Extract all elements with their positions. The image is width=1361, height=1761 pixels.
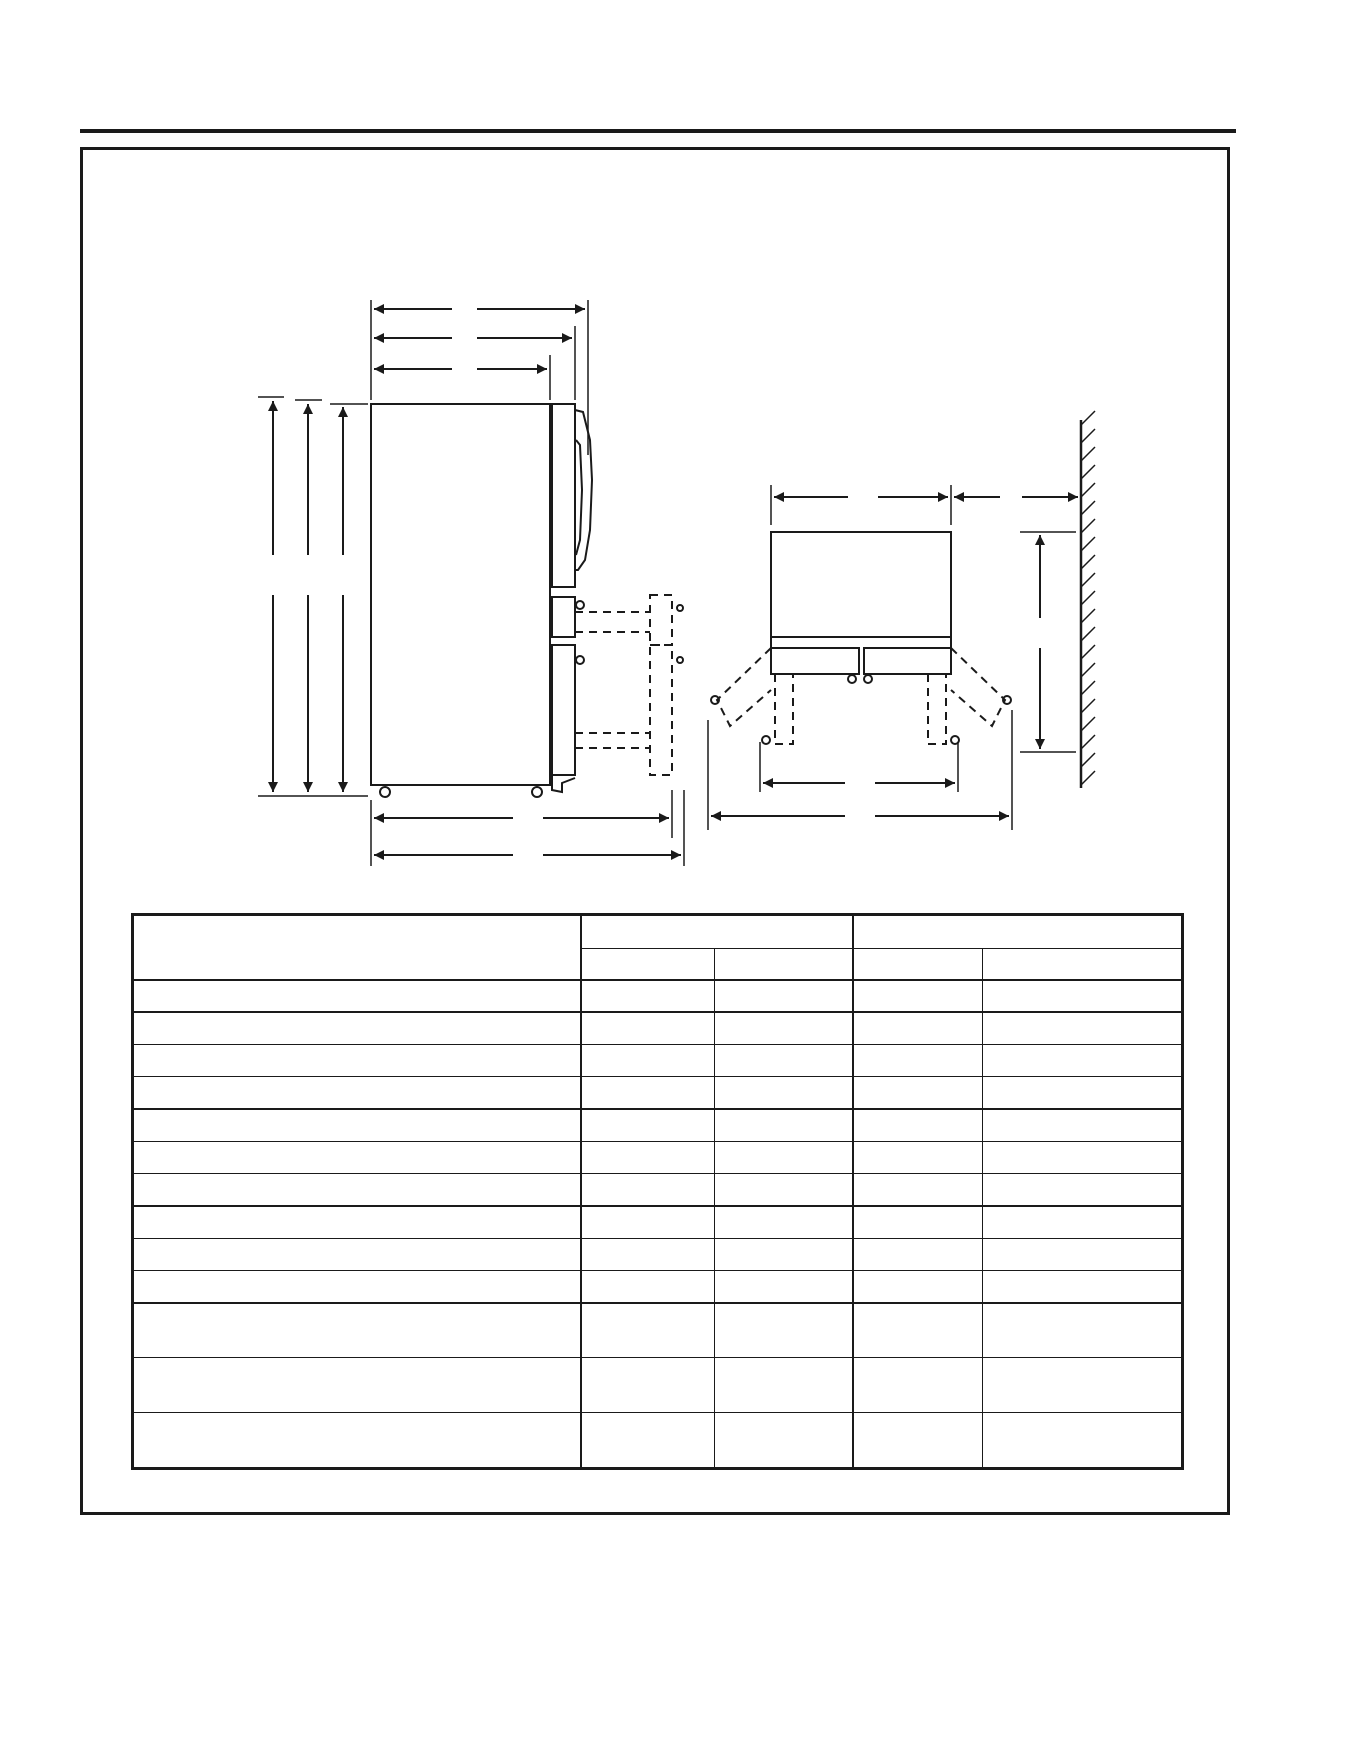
- table-cell: [853, 1206, 983, 1238]
- table-cell: [983, 1109, 1183, 1141]
- dimensions-table: [131, 913, 1184, 1470]
- table-cell: [853, 1238, 983, 1270]
- table-sub-header: [983, 949, 1183, 980]
- side-view-cabinet: [371, 404, 550, 785]
- top-view-label-gaps: [845, 487, 1050, 826]
- row-label: [133, 1109, 581, 1141]
- row-label: [133, 1206, 581, 1238]
- table-cell: [581, 1174, 715, 1206]
- table-corner-header: [133, 915, 581, 981]
- table-cell: [715, 1174, 853, 1206]
- table-cell: [715, 1012, 853, 1044]
- table-cell: [853, 1413, 983, 1469]
- table-sub-header: [581, 949, 715, 980]
- top-view-door-left: [771, 648, 859, 674]
- table-cell: [581, 1271, 715, 1303]
- table-cell: [581, 1413, 715, 1469]
- table-cell: [983, 1174, 1183, 1206]
- table-row: [133, 1303, 1183, 1357]
- top-view-door-right: [864, 648, 951, 674]
- side-view-foot-front: [532, 787, 542, 797]
- table-cell: [983, 1077, 1183, 1109]
- table-sub-header: [853, 949, 983, 980]
- row-label: [133, 1012, 581, 1044]
- table-cell: [581, 1109, 715, 1141]
- row-label: [133, 1357, 581, 1413]
- table-row: [133, 1045, 1183, 1077]
- table-cell: [853, 1141, 983, 1173]
- table-row: [133, 1077, 1183, 1109]
- table-cell: [853, 1271, 983, 1303]
- row-label: [133, 1238, 581, 1270]
- table-row: [133, 1206, 1183, 1238]
- row-label: [133, 1174, 581, 1206]
- table-cell: [983, 980, 1183, 1012]
- table-cell: [983, 1303, 1183, 1357]
- table-cell: [715, 1238, 853, 1270]
- table-cell: [983, 1413, 1183, 1469]
- side-view-drawer-2: [552, 645, 575, 775]
- row-label: [133, 980, 581, 1012]
- table-cell: [715, 1077, 853, 1109]
- table-cell: [581, 1206, 715, 1238]
- table-cell: [581, 1141, 715, 1173]
- table-cell: [715, 1206, 853, 1238]
- top-view-open-doors: [717, 648, 1005, 744]
- table-cell: [715, 1045, 853, 1077]
- table-sub-header: [715, 949, 853, 980]
- top-view-cabinet: [771, 532, 951, 637]
- table-cell: [581, 1012, 715, 1044]
- table-cell: [581, 1238, 715, 1270]
- side-view: [258, 300, 684, 866]
- table-row: [133, 980, 1183, 1012]
- table-cell: [715, 1141, 853, 1173]
- label-gaps: [452, 300, 543, 864]
- wall-hatching: [1081, 411, 1095, 785]
- table-row: [133, 1357, 1183, 1413]
- table-cell: [853, 1174, 983, 1206]
- row-label: [133, 1271, 581, 1303]
- table-cell: [853, 1045, 983, 1077]
- table-cell: [983, 1206, 1183, 1238]
- table-cell: [715, 1109, 853, 1141]
- table-cell: [983, 1271, 1183, 1303]
- table-cell: [983, 1238, 1183, 1270]
- table-row: [133, 1109, 1183, 1141]
- row-label: [133, 1141, 581, 1173]
- table-cell: [581, 1077, 715, 1109]
- table-cell: [983, 1357, 1183, 1413]
- table-cell: [715, 1303, 853, 1357]
- row-label: [133, 1077, 581, 1109]
- row-label: [133, 1045, 581, 1077]
- table-row: [133, 1174, 1183, 1206]
- table-cell: [853, 1303, 983, 1357]
- table-cell: [853, 1012, 983, 1044]
- table-cell: [853, 1357, 983, 1413]
- table-group-header: [581, 915, 853, 949]
- side-view-open-drawers: [575, 595, 672, 775]
- table-row: [133, 1141, 1183, 1173]
- table-cell: [581, 1045, 715, 1077]
- table-cell: [983, 1012, 1183, 1044]
- table-row: [133, 1271, 1183, 1303]
- table-cell: [853, 980, 983, 1012]
- table-cell: [983, 1141, 1183, 1173]
- row-label: [133, 1303, 581, 1357]
- table-row: [133, 1413, 1183, 1469]
- table-cell: [581, 1357, 715, 1413]
- side-view-upper-door: [552, 404, 575, 587]
- table-cell: [983, 1045, 1183, 1077]
- table-cell: [715, 1357, 853, 1413]
- table-cell: [853, 1109, 983, 1141]
- table-group-header: [853, 915, 1183, 949]
- row-label: [133, 1413, 581, 1469]
- table-cell: [581, 980, 715, 1012]
- table-cell: [715, 1413, 853, 1469]
- table-row: [133, 1238, 1183, 1270]
- table-row: [133, 1012, 1183, 1044]
- table-cell: [853, 1077, 983, 1109]
- side-view-drawer-1: [552, 597, 575, 637]
- table-cell: [715, 1271, 853, 1303]
- table-cell: [581, 1303, 715, 1357]
- side-view-foot-rear: [380, 787, 390, 797]
- table-cell: [715, 980, 853, 1012]
